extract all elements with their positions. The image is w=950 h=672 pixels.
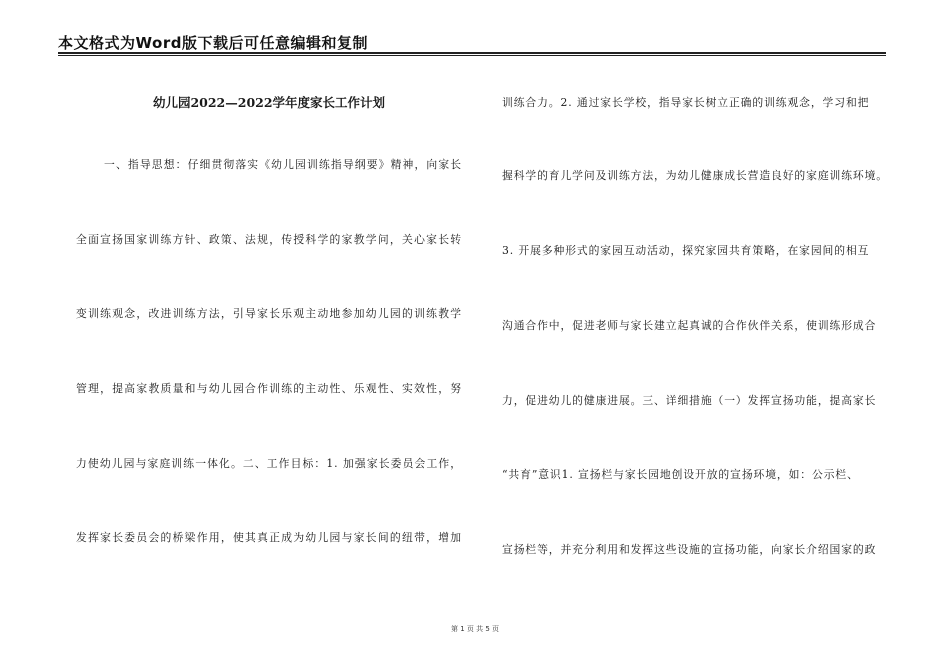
page-footer: 第 1 页 共 5 页 — [450, 625, 500, 633]
body-line: 训练合力。2. 通过家长学校，指导家长树立正确的训练观念，学习和把 — [502, 96, 870, 109]
header-rule-thin — [58, 55, 886, 56]
body-line: 力，促进幼儿的健康进展。三、详细措施（一）发挥宣扬功能，提高家长 — [502, 394, 877, 407]
body-line: 力使幼儿园与家庭训练一体化。二、工作目标：1. 加强家长委员会工作， — [76, 457, 462, 470]
body-line: “共育”意识1. 宣扬栏与家长园地创设开放的宣扬环境，如：公示栏、 — [502, 468, 859, 481]
body-line: 握科学的育儿学问及训练方法，为幼儿健康成长营造良好的家庭训练环境。 — [502, 169, 888, 182]
body-line: 变训练观念，改进训练方法，引导家长乐观主动地参加幼儿园的训练教学 — [76, 307, 462, 320]
body-line: 管理，提高家教质量和与幼儿园合作训练的主动性、乐观性、实效性，努 — [76, 382, 462, 395]
body-line: 发挥家长委员会的桥梁作用，使其真正成为幼儿园与家长间的纽带，增加 — [76, 531, 462, 544]
body-line: 全面宣扬国家训练方针、政策、法规，传授科学的家教学问，关心家长转 — [76, 233, 462, 246]
body-line: 3. 开展多种形式的家园互动活动，探究家园共育策略，在家园间的相互 — [502, 244, 870, 257]
body-line: 沟通合作中，促进老师与家长建立起真诚的合作伙伴关系，使训练形成合 — [502, 319, 877, 332]
document-header: 本文格式为Word版下载后可任意编辑和复制 — [58, 34, 368, 52]
body-line: 宣扬栏等，并充分利用和发挥这些设施的宣扬功能，向家长介绍国家的政 — [502, 543, 877, 556]
header-rule-thick — [58, 52, 886, 54]
body-line: 一、指导思想：仔细贯彻落实《幼儿园训练指导纲要》精神，向家长 — [104, 158, 462, 171]
document-title: 幼儿园2022—2022学年度家长工作计划 — [152, 95, 386, 110]
